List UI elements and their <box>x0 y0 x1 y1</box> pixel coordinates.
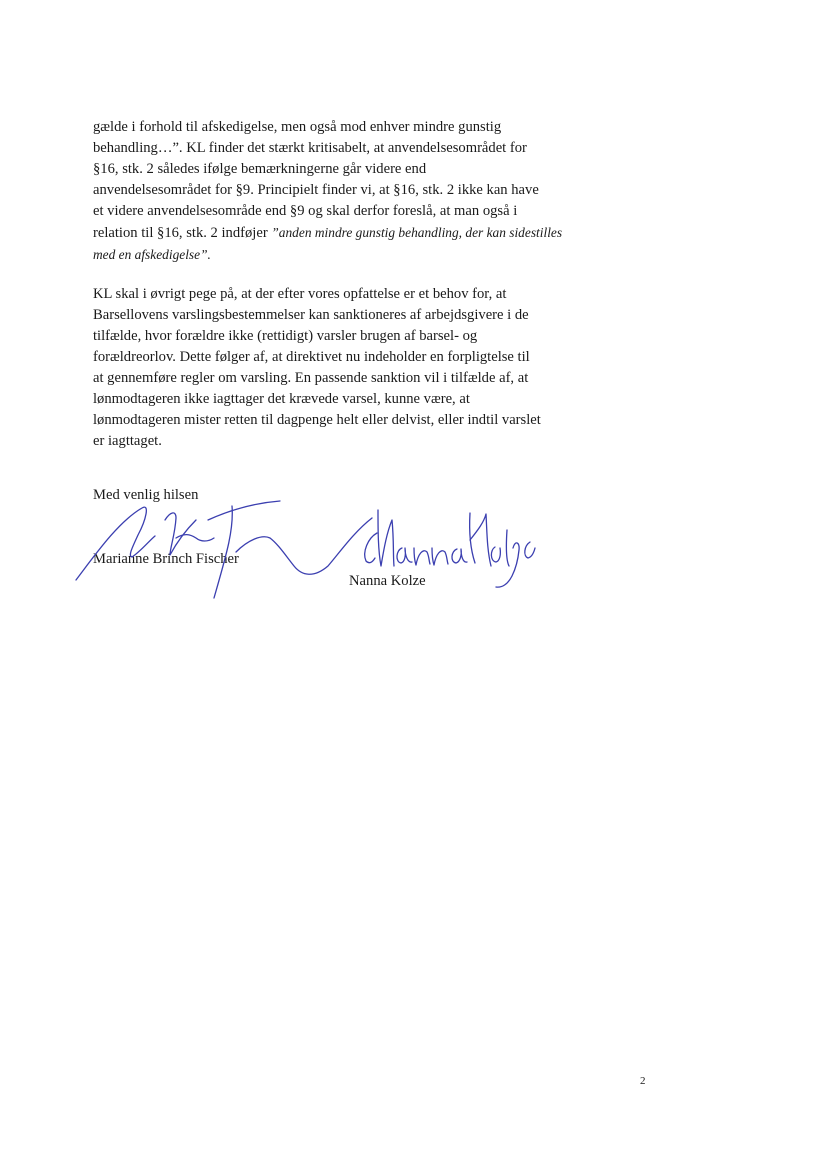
text-line: et videre anvendelsesområde end §9 og skal derfor foreslå, at man også i <box>93 203 518 219</box>
text-line: KL skal i øvrigt pege på, at der efter vores opfattelse er et behov for, at <box>93 286 507 302</box>
signature-fischer <box>76 501 372 598</box>
text-line: at gennemføre regler om varsling. En passende sanktion vil i tilfælde af, at <box>93 370 529 386</box>
signatory-name-1: Marianne Brinch Fischer <box>93 551 239 567</box>
text-line: Barsellovens varslingsbestemmelser kan sanktioneres af arbejdsgivere i de <box>93 307 529 323</box>
closing-salutation: Med venlig hilsen <box>93 487 199 503</box>
text-line: er iagttaget. <box>93 433 162 449</box>
text-line: behandling…”. KL finder det stærkt kritisabelt, at anvendelsesområdet for <box>93 140 527 156</box>
italic-quote: ”anden mindre gunstig behandling, der kan sidestilles <box>271 225 563 240</box>
text-line <box>93 222 623 244</box>
paragraph-2 <box>93 284 623 452</box>
signatory-name-2: Nanna Kolze <box>349 573 426 589</box>
text-line: anvendelsesområdet for §9. Principielt finder vi, at §16, stk. 2 ikke kan have <box>93 182 539 198</box>
text-line: lønmodtageren mister retten til dagpenge helt eller delvist, eller indtil varslet <box>93 412 541 428</box>
text-line-prefix: relation til §16, stk. 2 indføjer <box>93 225 272 241</box>
text-line: §16, stk. 2 således ifølge bemærkningerne går videre end <box>93 161 427 177</box>
text-line: tilfælde, hvor forældre ikke (rettidigt) varsler brugen af barsel- og <box>93 328 478 344</box>
page-number: 2 <box>640 1075 646 1087</box>
text-line: lønmodtageren ikke iagttager det krævede varsel, kunne være, at <box>93 391 470 407</box>
italic-quote-continuation: med en afskedigelse”. <box>93 247 211 262</box>
text-line: gælde i forhold til afskedigelse, men også mod enhver mindre gunstig <box>93 119 502 135</box>
paragraph-1 <box>93 117 623 265</box>
text-line: forældreorlov. Dette følger af, at direktivet nu indeholder en forpligtelse til <box>93 349 530 365</box>
